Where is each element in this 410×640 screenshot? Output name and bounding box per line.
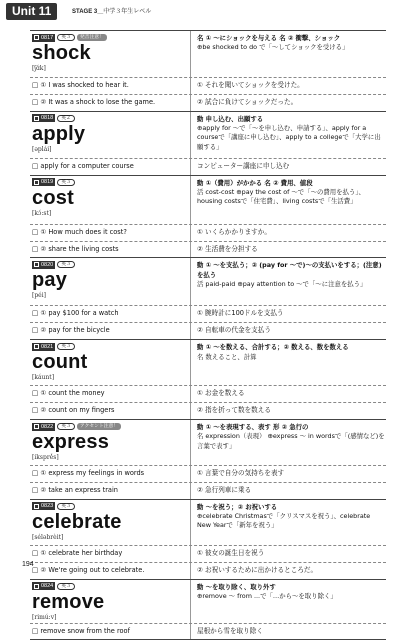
entry-head (30, 112, 386, 158)
vocab-entry (30, 175, 386, 258)
entry-number-badge (32, 343, 55, 351)
definition-block (190, 112, 386, 158)
entry-meta (32, 502, 190, 511)
example-row (30, 77, 386, 94)
entry-meta (32, 114, 190, 123)
definition: 動 ① ～を支払う；② (pay for ～で)～の支払いをする；(注意) を払う (197, 261, 382, 279)
definition: 動 ①（費用）がかかる 名 ② 費用、値段 (197, 178, 313, 187)
entry-number: 0824 (41, 583, 54, 590)
headword: cost (32, 186, 74, 209)
example-row (30, 158, 386, 175)
example-row (30, 385, 386, 402)
example-english: □ ② pay for the bicycle (32, 326, 110, 335)
example-japanese: ① 腕時計に100ドルを支払う (190, 306, 386, 322)
checkbox-icon[interactable] (34, 262, 39, 267)
example-english: □ ② It was a shock to lose the game. (32, 97, 156, 106)
pronunciation: [káunt] (32, 374, 55, 382)
stage-number: STAGE 3 (72, 9, 98, 15)
headword: count (32, 351, 88, 374)
headword: apply (32, 122, 86, 145)
entry-head (30, 31, 386, 77)
example-row (30, 465, 386, 482)
pronunciation: [ʃɑ́k] (32, 65, 46, 72)
example-row (30, 94, 386, 111)
unit-badge: Unit 11 (6, 3, 57, 20)
checkbox-icon[interactable] (34, 584, 39, 589)
checkbox-icon[interactable] (34, 344, 39, 349)
definition: 動 ① ～を表現する、表す 形 ② 急行の (197, 423, 309, 432)
example-english: □ ② We're going out to celebrate. (32, 565, 145, 574)
example-japanese: ② 試合に負けてショックだった。 (190, 95, 386, 111)
vocab-entry (30, 339, 386, 419)
definition-block (190, 500, 386, 545)
usage-notes: ⊕celebrate Christmasで「クリスマスを祝う」、celebrate New Yearで「新年を祝う」 (197, 512, 371, 530)
example-row (30, 402, 386, 419)
headword: remove (32, 590, 105, 613)
pronunciation: [rimú:v] (32, 613, 57, 621)
entry-head (30, 176, 386, 224)
usage-notes: 活 cost-cost ⊕pay the cost of ～で「～の費用を払う」、housing costsで「住宅費」、living costsで「生活費」 (197, 187, 365, 206)
warning-label: アクセント注意！ (77, 423, 121, 430)
definition: 動 申し込む、出願する (197, 114, 264, 123)
example-japanese: ① 言葉で自分の気持ちを表す (190, 466, 386, 482)
level-tag: 英３ (57, 423, 75, 430)
definition-block (190, 420, 386, 465)
headword: celebrate (32, 510, 122, 533)
vocab-entry (30, 499, 386, 579)
headword-block (30, 31, 190, 77)
example-japanese: ② 生活費を分担する (190, 242, 386, 258)
usage-notes: 活 paid-paid ⊕pay attention to ～で「～に注意を払う」 (197, 280, 367, 289)
example-english: □ apply for a computer course (32, 161, 134, 170)
level-tag: 英３ (57, 261, 75, 268)
headword-block (30, 580, 190, 623)
vocabulary-list (30, 30, 386, 640)
headword-block (30, 420, 190, 465)
definition-block (190, 580, 386, 623)
usage-notes: ⊕be shocked to do で「～してショックを受ける」 (197, 43, 349, 52)
entry-head (30, 340, 386, 385)
entry-meta (32, 178, 190, 187)
vocab-entry (30, 111, 386, 175)
entry-meta (32, 260, 190, 269)
definition: 名 ① ～にショックを与える 名 ② 衝撃、ショック (197, 34, 341, 42)
definition-block (190, 31, 386, 77)
example-row (30, 305, 386, 322)
pronunciation: [əplái] (32, 145, 52, 153)
example-row (30, 322, 386, 339)
entry-number: 0818 (41, 115, 54, 122)
entry-number-badge (32, 178, 55, 186)
example-row (30, 562, 386, 579)
level-tag: 英３ (57, 179, 75, 186)
example-japanese: ① お金を数える (190, 386, 386, 402)
entry-head (30, 258, 386, 305)
vocab-entry (30, 579, 386, 640)
definition: 動 ～を祝う；② お祝いする (197, 502, 278, 511)
warning-label: 発音注意！ (77, 34, 107, 41)
example-english: □ ① I was shocked to hear it. (32, 81, 129, 89)
pronunciation: [péi] (32, 292, 46, 300)
example-english: □ ① How much does it cost? (32, 227, 127, 236)
headword-block (30, 112, 190, 158)
entry-number-badge (32, 582, 55, 590)
example-japanese: ① いくらかかりますか。 (190, 225, 386, 241)
entry-number: 0821 (41, 343, 54, 350)
checkbox-icon[interactable] (34, 116, 39, 121)
entry-meta (32, 342, 190, 351)
pronunciation: [ikspré̀s] (32, 454, 59, 462)
example-english: □ ② count on my fingers (32, 406, 115, 415)
definition-block (190, 340, 386, 385)
definition: 動 ～を取り除く、取り外す (197, 582, 276, 591)
definition: 動 ① ～を数える、合計する；② 数える、数を数える (197, 343, 349, 352)
entry-number: 0823 (41, 503, 54, 510)
example-english: □ ① express my feelings in words (32, 469, 145, 478)
usage-notes: 名 expression（表現） ⊕express ～ in wordsで「(感情など)を言葉で表す」 (197, 432, 385, 450)
example-japanese: コンピューター講座に申し込む (190, 159, 386, 175)
example-japanese: ② 急行列車に乗る (190, 483, 386, 499)
checkbox-icon[interactable] (34, 35, 39, 40)
example-english: □ ② share the living costs (32, 244, 119, 253)
definition-block (190, 258, 386, 305)
example-japanese: ② 指を折って数を数える (190, 403, 386, 419)
headword-block (30, 340, 190, 385)
example-english: □ remove snow from the roof (32, 626, 130, 635)
headword-block (30, 258, 190, 305)
checkbox-icon[interactable] (34, 504, 39, 509)
example-row (30, 224, 386, 241)
example-japanese: ① それを聞いてショックを受けた。 (190, 78, 386, 94)
level-tag: 英３ (57, 34, 75, 41)
example-japanese: ① 彼女の誕生日を祝う (190, 546, 386, 562)
entry-number-badge (32, 261, 55, 269)
pronunciation: [kɔ́:st] (32, 209, 52, 217)
entry-meta (32, 422, 190, 431)
headword: pay (32, 269, 68, 292)
page-header (0, 0, 410, 22)
headword-block (30, 176, 190, 224)
headword: express (32, 431, 110, 454)
example-row (30, 623, 386, 640)
page-number: 194 (22, 561, 34, 568)
entry-number-badge (32, 502, 55, 510)
vocab-entry (30, 419, 386, 499)
definition-block (190, 176, 386, 224)
entry-number: 0820 (41, 261, 54, 268)
vocab-entry (30, 30, 386, 111)
usage-notes: 名 数えること、計算 (197, 352, 257, 361)
entry-meta (32, 33, 190, 42)
usage-notes: ⊕remove ～ from ...で「…から～を取り除く」 (197, 591, 337, 600)
example-english: □ ① count the money (32, 389, 105, 398)
example-japanese: ② 自転車の代金を支払う (190, 323, 386, 339)
example-japanese: ② お祝いするために出かけるところだ。 (190, 563, 386, 579)
entry-number: 0819 (41, 179, 54, 186)
usage-notes: ⊕apply for ～で「～を申し込む、申請する」、apply for a courseで「講座に申し込む」、apply to a collegeで「大学に出願する」 (197, 124, 381, 151)
pronunciation: [séləbrèit] (32, 533, 64, 541)
level-tag: 英３ (57, 343, 75, 350)
example-english: □ ① celebrate her birthday (32, 548, 123, 557)
example-english: □ ② take an express train (32, 485, 118, 494)
example-row (30, 241, 386, 258)
example-english: □ ① pay $100 for a watch (32, 309, 119, 318)
entry-number-badge (32, 423, 55, 431)
vocab-entry (30, 257, 386, 339)
stage-label (72, 6, 151, 15)
level-tag: 英３ (57, 583, 75, 590)
entry-number: 0822 (41, 423, 54, 430)
entry-head (30, 580, 386, 623)
entry-head (30, 500, 386, 545)
example-row (30, 482, 386, 499)
level-tag: 英２ (57, 115, 75, 122)
checkbox-icon[interactable] (34, 424, 39, 429)
checkbox-icon[interactable] (34, 180, 39, 185)
level-tag: 英３ (57, 503, 75, 510)
entry-number-badge (32, 114, 55, 122)
headword-block (30, 500, 190, 545)
entry-number-badge (32, 34, 55, 42)
example-row (30, 545, 386, 562)
headword: shock (32, 42, 91, 64)
entry-number: 0817 (41, 34, 54, 41)
example-japanese: 屋根から雪を取り除く (190, 624, 386, 640)
stage-level: ＿中学３年生レベル (97, 9, 152, 15)
entry-meta (32, 582, 190, 591)
entry-head (30, 420, 386, 465)
